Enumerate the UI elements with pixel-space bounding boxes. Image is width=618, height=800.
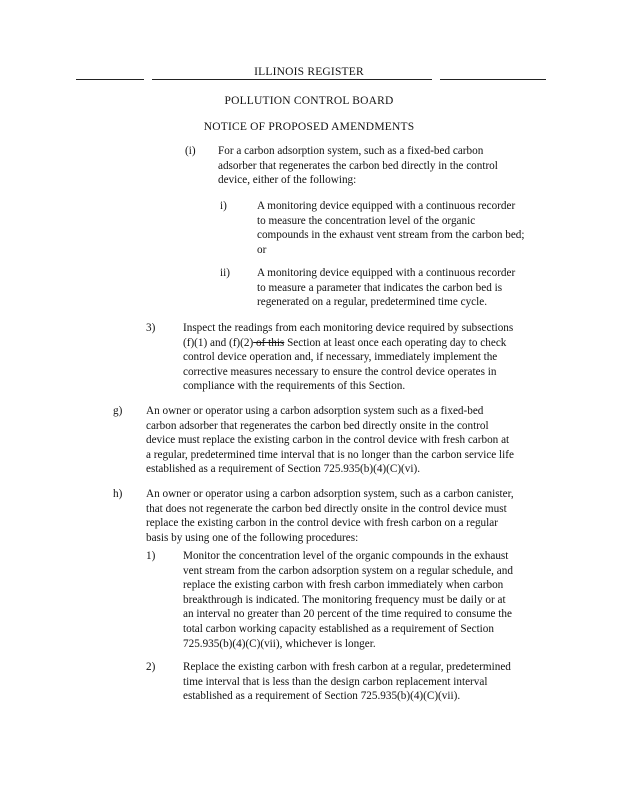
board-title: POLLUTION CONTROL BOARD xyxy=(224,95,394,107)
item-label-i: i) xyxy=(220,200,227,212)
item-label-ii: ii) xyxy=(220,267,230,279)
item-label-g: g) xyxy=(113,405,123,417)
paragraph-g xyxy=(146,404,558,477)
item-label-3: 3) xyxy=(146,322,156,334)
paragraph-f2i xyxy=(218,144,548,188)
item-label-1: 1) xyxy=(146,550,156,562)
text-line: that does not regenerate the carbon bed directly onsite in the control device must xyxy=(146,502,507,515)
text-span: (f)(1) and (f)(2) xyxy=(183,336,254,349)
header-rule-left xyxy=(76,79,144,80)
text-line: breakthrough is indicated. The monitoring frequency must be daily or at xyxy=(183,593,506,606)
text-line: vent stream from the carbon adsorption system on a regular schedule, and xyxy=(183,564,513,577)
text-line: total carbon working capacity established as a requirement of Section xyxy=(183,622,494,635)
text-line: Monitor the concentration level of the organic compounds in the exhaust xyxy=(183,550,509,562)
paragraph-f2i-ii xyxy=(257,266,557,310)
text-line xyxy=(183,336,553,351)
text-line: regenerated on a regular, predetermined time cycle. xyxy=(257,296,488,309)
text-line: For a carbon adsorption system, such as a fixed-bed carbon xyxy=(218,145,484,157)
text-line: basis by using one of the following procedures: xyxy=(146,531,359,544)
text-line: compounds in the exhaust vent stream from the carbon bed; xyxy=(257,229,525,242)
text-line: replace the existing carbon with fresh carbon immediately when carbon xyxy=(183,579,504,592)
text-line: time interval that is less than the design carbon replacement interval xyxy=(183,675,488,688)
struck-text: of this xyxy=(253,336,285,349)
paragraph-f2i-i xyxy=(257,199,557,257)
text-line: corrective measures necessary to ensure the control device operates in xyxy=(183,365,497,378)
text-line: replace the existing carbon in the control device with fresh carbon on a regular xyxy=(146,517,498,530)
text-line: Inspect the readings from each monitoring device required by subsections xyxy=(183,322,514,334)
text-line: An owner or operator using a carbon adsorption system such as a fixed-bed xyxy=(146,405,484,417)
paragraph-f3 xyxy=(183,321,553,394)
item-label-h: h) xyxy=(113,488,123,500)
paragraph-h xyxy=(146,487,558,545)
paragraph-h1 xyxy=(183,549,558,651)
notice-title: NOTICE OF PROPOSED AMENDMENTS xyxy=(203,121,415,133)
text-line: adsorber that regenerates the carbon bed directly in the control xyxy=(218,159,498,172)
text-line: device, either of the following: xyxy=(218,174,357,187)
register-title: ILLINOIS REGISTER xyxy=(254,66,364,78)
text-line: to measure a parameter that indicates the carbon bed is xyxy=(257,281,503,294)
text-line: established as a requirement of Section 725.935(b)(4)(C)(vi). xyxy=(146,463,421,476)
text-line: compliance with the requirements of this Section. xyxy=(183,380,406,393)
text-line: A monitoring device equipped with a continuous recorder xyxy=(257,200,516,212)
text-line: carbon adsorber that regenerates the carbon bed directly onsite in the control xyxy=(146,419,489,432)
text-line: an interval no greater than 20 percent of the time required to consume the xyxy=(183,608,512,621)
item-label-2: 2) xyxy=(146,661,156,673)
text-line: a regular, predetermined time interval that is no longer than the carbon service life xyxy=(146,448,514,461)
text-line: to measure the concentration level of the organic xyxy=(257,214,476,227)
text-span: Section at least once each operating day to check xyxy=(284,336,507,349)
text-line: or xyxy=(257,243,267,256)
text-line: Replace the existing carbon with fresh carbon at a regular, predetermined xyxy=(183,661,511,673)
header-rule-center xyxy=(166,79,432,80)
text-line: 725.935(b)(4)(C)(vii), whichever is longer. xyxy=(183,637,376,650)
text-line: control device operation and, if necessary, immediately implement the xyxy=(183,351,498,364)
paragraph-h2 xyxy=(183,660,558,704)
item-label-f2i: (i) xyxy=(185,145,196,157)
text-line: A monitoring device equipped with a continuous recorder xyxy=(257,267,516,279)
text-line: device must replace the existing carbon in the control device with fresh carbon at xyxy=(146,434,510,447)
header-rule-right xyxy=(440,79,546,80)
text-line: An owner or operator using a carbon adsorption system, such as a carbon canister, xyxy=(146,488,514,500)
text-line: established as a requirement of Section 725.935(b)(4)(C)(vii). xyxy=(183,690,461,703)
header-rule-left-short xyxy=(152,79,166,80)
